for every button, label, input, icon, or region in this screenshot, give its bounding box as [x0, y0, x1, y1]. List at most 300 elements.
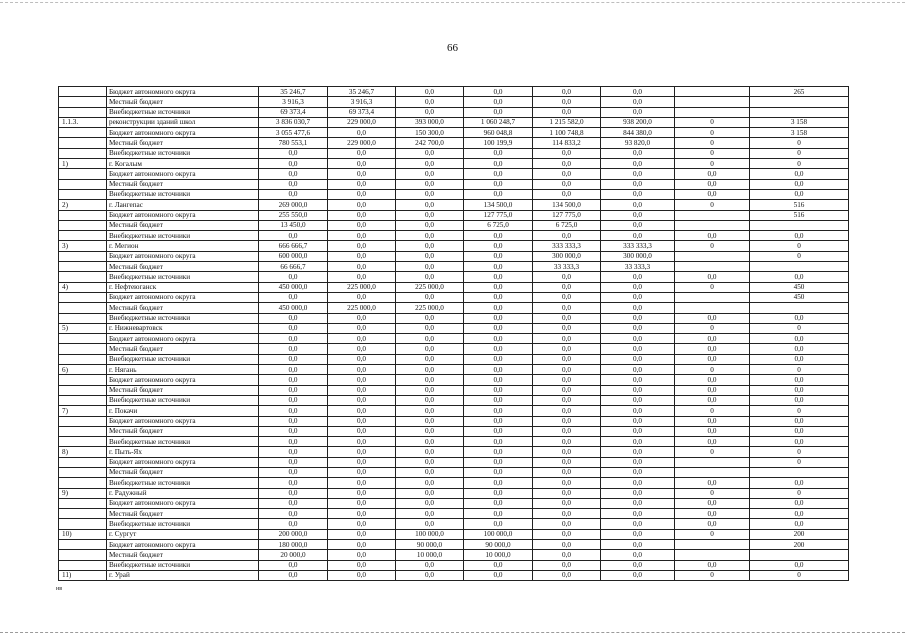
row-number-cell: 4) [59, 282, 107, 292]
value-cell: 0,0 [533, 107, 601, 117]
value-cell: 0,0 [396, 570, 464, 580]
table-row [59, 272, 849, 282]
value-cell: 0,0 [675, 344, 750, 354]
value-cell: 0,0 [259, 189, 328, 199]
value-cell: 0,0 [259, 570, 328, 580]
value-cell: 0,0 [675, 334, 750, 344]
value-cell: 0,0 [396, 395, 464, 405]
value-cell: 0 [675, 241, 750, 251]
value-cell: 0,0 [675, 395, 750, 405]
value-cell: 0,0 [464, 467, 533, 477]
table-row [59, 344, 849, 354]
value-cell: 0,0 [750, 560, 849, 570]
value-cell: 0,0 [396, 426, 464, 436]
value-cell: 0,0 [396, 365, 464, 375]
value-cell: 0,0 [259, 467, 328, 477]
value-cell: 0,0 [750, 498, 849, 508]
table-row [59, 169, 849, 179]
value-cell: 0,0 [396, 498, 464, 508]
row-label-cell: Местный бюджет [107, 138, 259, 148]
value-cell: 0,0 [396, 251, 464, 261]
value-cell: 0,0 [601, 159, 675, 169]
value-cell: 0,0 [601, 344, 675, 354]
value-cell: 0,0 [675, 478, 750, 488]
value-cell: 0,0 [601, 189, 675, 199]
row-label-cell: Бюджет автономного округа [107, 457, 259, 467]
value-cell: 0 [675, 282, 750, 292]
value-cell: 0,0 [328, 560, 396, 570]
row-number-cell [59, 519, 107, 529]
value-cell: 0,0 [601, 375, 675, 385]
value-cell: 134 500,0 [464, 200, 533, 210]
footer-mark: нв [56, 586, 63, 592]
value-cell: 100 000,0 [464, 529, 533, 539]
value-cell: 0,0 [601, 148, 675, 158]
value-cell: 0,0 [259, 179, 328, 189]
value-cell: 20 000,0 [259, 550, 328, 560]
row-label-cell: г. Мегион [107, 241, 259, 251]
value-cell: 0,0 [675, 437, 750, 447]
value-cell: 0,0 [328, 220, 396, 230]
value-cell: 938 200,0 [601, 117, 675, 127]
row-number-cell [59, 251, 107, 261]
value-cell: 114 833,2 [533, 138, 601, 148]
row-label-cell: Внебюджетные источники [107, 354, 259, 364]
row-number-cell [59, 169, 107, 179]
value-cell: 0,0 [750, 231, 849, 241]
budget-table [58, 86, 849, 581]
value-cell: 333 333,3 [601, 241, 675, 251]
value-cell: 0,0 [396, 437, 464, 447]
value-cell: 450 000,0 [259, 282, 328, 292]
value-cell [750, 220, 849, 230]
value-cell: 0,0 [601, 200, 675, 210]
value-cell: 0,0 [601, 323, 675, 333]
value-cell: 0,0 [464, 313, 533, 323]
row-label-cell: Внебюджетные источники [107, 272, 259, 282]
value-cell: 780 553,1 [259, 138, 328, 148]
value-cell: 0,0 [396, 457, 464, 467]
value-cell [750, 550, 849, 560]
value-cell: 0,0 [328, 334, 396, 344]
value-cell: 0,0 [675, 560, 750, 570]
value-cell: 0,0 [396, 97, 464, 107]
value-cell: 0,0 [533, 447, 601, 457]
table-row [59, 498, 849, 508]
row-label-cell: Внебюджетные источники [107, 148, 259, 158]
row-label-cell: Бюджет автономного округа [107, 169, 259, 179]
row-number-cell [59, 540, 107, 550]
value-cell: 0,0 [601, 529, 675, 539]
value-cell: 0 [675, 570, 750, 580]
value-cell: 0,0 [533, 529, 601, 539]
row-label-cell: Внебюджетные источники [107, 560, 259, 570]
value-cell: 0,0 [464, 395, 533, 405]
value-cell: 0,0 [328, 313, 396, 323]
row-number-cell [59, 97, 107, 107]
table-row [59, 560, 849, 570]
value-cell: 242 700,0 [396, 138, 464, 148]
value-cell: 0,0 [328, 272, 396, 282]
value-cell: 10 000,0 [464, 550, 533, 560]
value-cell: 0,0 [464, 272, 533, 282]
value-cell: 0,0 [328, 323, 396, 333]
value-cell: 0,0 [533, 375, 601, 385]
scan-edge-bottom [0, 632, 905, 633]
value-cell: 0,0 [328, 210, 396, 220]
value-cell: 0,0 [396, 519, 464, 529]
value-cell [675, 540, 750, 550]
value-cell: 0,0 [601, 519, 675, 529]
value-cell: 0,0 [601, 426, 675, 436]
value-cell: 0,0 [675, 426, 750, 436]
value-cell: 0,0 [259, 509, 328, 519]
value-cell: 0 [750, 251, 849, 261]
value-cell: 0 [750, 138, 849, 148]
table-row [59, 550, 849, 560]
value-cell: 0,0 [328, 251, 396, 261]
row-number-cell [59, 550, 107, 560]
value-cell: 0,0 [328, 292, 396, 302]
row-label-cell: Местный бюджет [107, 262, 259, 272]
value-cell: 0,0 [259, 519, 328, 529]
value-cell: 0,0 [601, 179, 675, 189]
value-cell: 0,0 [396, 447, 464, 457]
row-label-cell: Местный бюджет [107, 179, 259, 189]
row-number-cell: 7) [59, 406, 107, 416]
row-number-cell [59, 128, 107, 138]
value-cell: 0,0 [328, 385, 396, 395]
value-cell: 0 [750, 457, 849, 467]
row-label-cell: Внебюджетные источники [107, 478, 259, 488]
row-label-cell: г. Нефтеюганск [107, 282, 259, 292]
table-row [59, 128, 849, 138]
value-cell: 0,0 [601, 87, 675, 97]
value-cell: 265 [750, 87, 849, 97]
value-cell: 0,0 [259, 488, 328, 498]
value-cell: 0,0 [464, 488, 533, 498]
table-row [59, 416, 849, 426]
row-number-cell [59, 220, 107, 230]
value-cell: 300 000,0 [601, 251, 675, 261]
value-cell: 516 [750, 200, 849, 210]
row-number-cell [59, 560, 107, 570]
value-cell: 0,0 [464, 457, 533, 467]
value-cell: 0 [750, 241, 849, 251]
row-label-cell: Бюджет автономного округа [107, 292, 259, 302]
value-cell: 0,0 [533, 365, 601, 375]
row-number-cell: 3) [59, 241, 107, 251]
table-row [59, 375, 849, 385]
value-cell: 960 048,8 [464, 128, 533, 138]
value-cell: 0,0 [328, 159, 396, 169]
row-number-cell [59, 262, 107, 272]
value-cell: 0,0 [601, 220, 675, 230]
table-body [59, 87, 849, 581]
table-row [59, 303, 849, 313]
table-row [59, 179, 849, 189]
value-cell: 0 [750, 159, 849, 169]
row-label-cell: Бюджет автономного округа [107, 375, 259, 385]
value-cell: 0 [750, 148, 849, 158]
value-cell: 0,0 [533, 457, 601, 467]
value-cell: 33 333,3 [601, 262, 675, 272]
value-cell: 0 [750, 406, 849, 416]
row-label-cell: Бюджет автономного округа [107, 416, 259, 426]
value-cell: 0,0 [259, 416, 328, 426]
table-row [59, 437, 849, 447]
value-cell: 0,0 [601, 107, 675, 117]
value-cell: 0,0 [750, 519, 849, 529]
value-cell: 0,0 [259, 231, 328, 241]
value-cell: 225 000,0 [396, 303, 464, 313]
value-cell: 0,0 [675, 231, 750, 241]
value-cell: 33 333,3 [533, 262, 601, 272]
value-cell: 200 [750, 540, 849, 550]
table-row [59, 231, 849, 241]
value-cell: 0,0 [533, 437, 601, 447]
value-cell [750, 97, 849, 107]
value-cell: 0 [675, 323, 750, 333]
row-number-cell: 5) [59, 323, 107, 333]
value-cell: 0,0 [750, 272, 849, 282]
value-cell: 0,0 [464, 107, 533, 117]
value-cell: 0,0 [533, 540, 601, 550]
value-cell: 1 215 582,0 [533, 117, 601, 127]
value-cell: 0,0 [750, 437, 849, 447]
row-label-cell: Бюджет автономного округа [107, 210, 259, 220]
value-cell: 0 [675, 128, 750, 138]
value-cell: 0,0 [259, 395, 328, 405]
value-cell: 0,0 [533, 467, 601, 477]
value-cell: 0,0 [328, 189, 396, 199]
row-number-cell [59, 148, 107, 158]
value-cell: 0,0 [259, 148, 328, 158]
row-label-cell: Внебюджетные источники [107, 519, 259, 529]
value-cell: 0,0 [533, 395, 601, 405]
value-cell [750, 107, 849, 117]
row-label-cell: Местный бюджет [107, 303, 259, 313]
value-cell: 0,0 [464, 416, 533, 426]
value-cell: 0,0 [750, 395, 849, 405]
value-cell: 0,0 [533, 334, 601, 344]
row-number-cell: 8) [59, 447, 107, 457]
row-label-cell: Местный бюджет [107, 509, 259, 519]
value-cell: 0 [675, 159, 750, 169]
value-cell [750, 262, 849, 272]
value-cell: 0,0 [601, 488, 675, 498]
value-cell: 127 775,0 [533, 210, 601, 220]
value-cell: 0 [750, 447, 849, 457]
value-cell: 0,0 [396, 560, 464, 570]
value-cell: 0,0 [533, 354, 601, 364]
value-cell: 0,0 [328, 169, 396, 179]
row-label-cell: Местный бюджет [107, 220, 259, 230]
value-cell: 69 373,4 [259, 107, 328, 117]
value-cell: 0,0 [259, 447, 328, 457]
value-cell: 0,0 [328, 262, 396, 272]
value-cell: 0,0 [533, 509, 601, 519]
value-cell: 0,0 [328, 519, 396, 529]
row-label-cell: г. Радужный [107, 488, 259, 498]
value-cell: 0,0 [328, 570, 396, 580]
value-cell: 0,0 [533, 560, 601, 570]
value-cell: 0,0 [750, 375, 849, 385]
value-cell: 0,0 [396, 478, 464, 488]
row-label-cell: Бюджет автономного округа [107, 540, 259, 550]
value-cell: 450 000,0 [259, 303, 328, 313]
value-cell: 0,0 [328, 375, 396, 385]
value-cell: 0,0 [601, 540, 675, 550]
value-cell: 3 158 [750, 117, 849, 127]
value-cell: 0,0 [396, 334, 464, 344]
value-cell: 0,0 [464, 262, 533, 272]
value-cell: 0,0 [464, 498, 533, 508]
value-cell: 0,0 [533, 550, 601, 560]
row-number-cell [59, 375, 107, 385]
value-cell: 127 775,0 [464, 210, 533, 220]
value-cell: 0,0 [396, 323, 464, 333]
value-cell [675, 251, 750, 261]
value-cell: 10 000,0 [396, 550, 464, 560]
row-number-cell [59, 385, 107, 395]
value-cell: 0 [675, 447, 750, 457]
value-cell: 0,0 [533, 385, 601, 395]
value-cell: 0,0 [464, 519, 533, 529]
value-cell: 225 000,0 [328, 303, 396, 313]
value-cell: 0,0 [328, 509, 396, 519]
row-number-cell: 1.1.3. [59, 117, 107, 127]
value-cell: 0,0 [259, 313, 328, 323]
value-cell: 0,0 [328, 478, 396, 488]
value-cell: 0,0 [601, 354, 675, 364]
value-cell: 0,0 [601, 467, 675, 477]
value-cell: 0,0 [601, 457, 675, 467]
value-cell: 0,0 [328, 540, 396, 550]
value-cell: 0,0 [464, 303, 533, 313]
value-cell: 0,0 [328, 148, 396, 158]
value-cell: 0,0 [259, 457, 328, 467]
value-cell: 35 246,7 [328, 87, 396, 97]
table-row [59, 478, 849, 488]
value-cell: 0,0 [464, 354, 533, 364]
value-cell: 600 000,0 [259, 251, 328, 261]
row-label-cell: Бюджет автономного округа [107, 334, 259, 344]
value-cell: 255 550,0 [259, 210, 328, 220]
row-number-cell [59, 457, 107, 467]
value-cell: 450 [750, 292, 849, 302]
value-cell: 0 [750, 488, 849, 498]
row-number-cell [59, 313, 107, 323]
value-cell: 0,0 [396, 385, 464, 395]
table-row [59, 354, 849, 364]
value-cell: 0,0 [464, 179, 533, 189]
value-cell: 0,0 [750, 169, 849, 179]
value-cell: 0,0 [601, 97, 675, 107]
value-cell: 66 666,7 [259, 262, 328, 272]
value-cell: 0,0 [328, 437, 396, 447]
value-cell: 134 500,0 [533, 200, 601, 210]
value-cell: 0,0 [396, 179, 464, 189]
value-cell: 0,0 [464, 570, 533, 580]
value-cell: 3 836 030,7 [259, 117, 328, 127]
value-cell: 0,0 [601, 303, 675, 313]
value-cell: 0,0 [750, 426, 849, 436]
value-cell: 0 [675, 488, 750, 498]
value-cell: 0,0 [259, 498, 328, 508]
table-row [59, 426, 849, 436]
row-number-cell [59, 272, 107, 282]
value-cell: 0,0 [533, 179, 601, 189]
value-cell: 0 [675, 406, 750, 416]
value-cell: 0,0 [601, 570, 675, 580]
row-number-cell [59, 344, 107, 354]
value-cell: 0,0 [601, 365, 675, 375]
row-label-cell: г. Нягань [107, 365, 259, 375]
value-cell: 0,0 [396, 406, 464, 416]
value-cell: 0,0 [396, 488, 464, 498]
row-label-cell: г. Нижневартовск [107, 323, 259, 333]
value-cell: 0 [750, 365, 849, 375]
table-row [59, 570, 849, 580]
value-cell: 0,0 [464, 159, 533, 169]
value-cell: 0,0 [533, 292, 601, 302]
table-row [59, 189, 849, 199]
value-cell: 0,0 [601, 560, 675, 570]
row-number-cell: 6) [59, 365, 107, 375]
value-cell: 35 246,7 [259, 87, 328, 97]
table-row [59, 406, 849, 416]
row-number-cell [59, 231, 107, 241]
value-cell: 0,0 [750, 334, 849, 344]
value-cell: 0,0 [396, 87, 464, 97]
value-cell: 0 [675, 148, 750, 158]
row-number-cell [59, 467, 107, 477]
value-cell: 200 [750, 529, 849, 539]
value-cell: 225 000,0 [328, 282, 396, 292]
value-cell: 0,0 [601, 272, 675, 282]
value-cell: 0,0 [601, 406, 675, 416]
value-cell: 0,0 [675, 519, 750, 529]
value-cell: 0,0 [601, 169, 675, 179]
value-cell: 0,0 [533, 169, 601, 179]
value-cell: 0,0 [533, 519, 601, 529]
table-row [59, 467, 849, 477]
value-cell: 0,0 [464, 447, 533, 457]
row-label-cell: г. Пыть-Ях [107, 447, 259, 457]
table-row [59, 138, 849, 148]
value-cell: 0,0 [328, 447, 396, 457]
table-row [59, 241, 849, 251]
value-cell: 0,0 [601, 509, 675, 519]
value-cell: 0,0 [328, 179, 396, 189]
value-cell [675, 107, 750, 117]
value-cell: 0,0 [464, 251, 533, 261]
value-cell [675, 87, 750, 97]
value-cell: 1 060 248,7 [464, 117, 533, 127]
value-cell: 0,0 [396, 272, 464, 282]
value-cell: 0,0 [464, 344, 533, 354]
table-row [59, 262, 849, 272]
row-number-cell [59, 292, 107, 302]
value-cell: 150 300,0 [396, 128, 464, 138]
page-number: 66 [447, 42, 458, 54]
value-cell: 0,0 [328, 344, 396, 354]
value-cell: 0,0 [328, 406, 396, 416]
value-cell: 0,0 [601, 416, 675, 426]
value-cell: 0,0 [464, 292, 533, 302]
row-number-cell: 1) [59, 159, 107, 169]
